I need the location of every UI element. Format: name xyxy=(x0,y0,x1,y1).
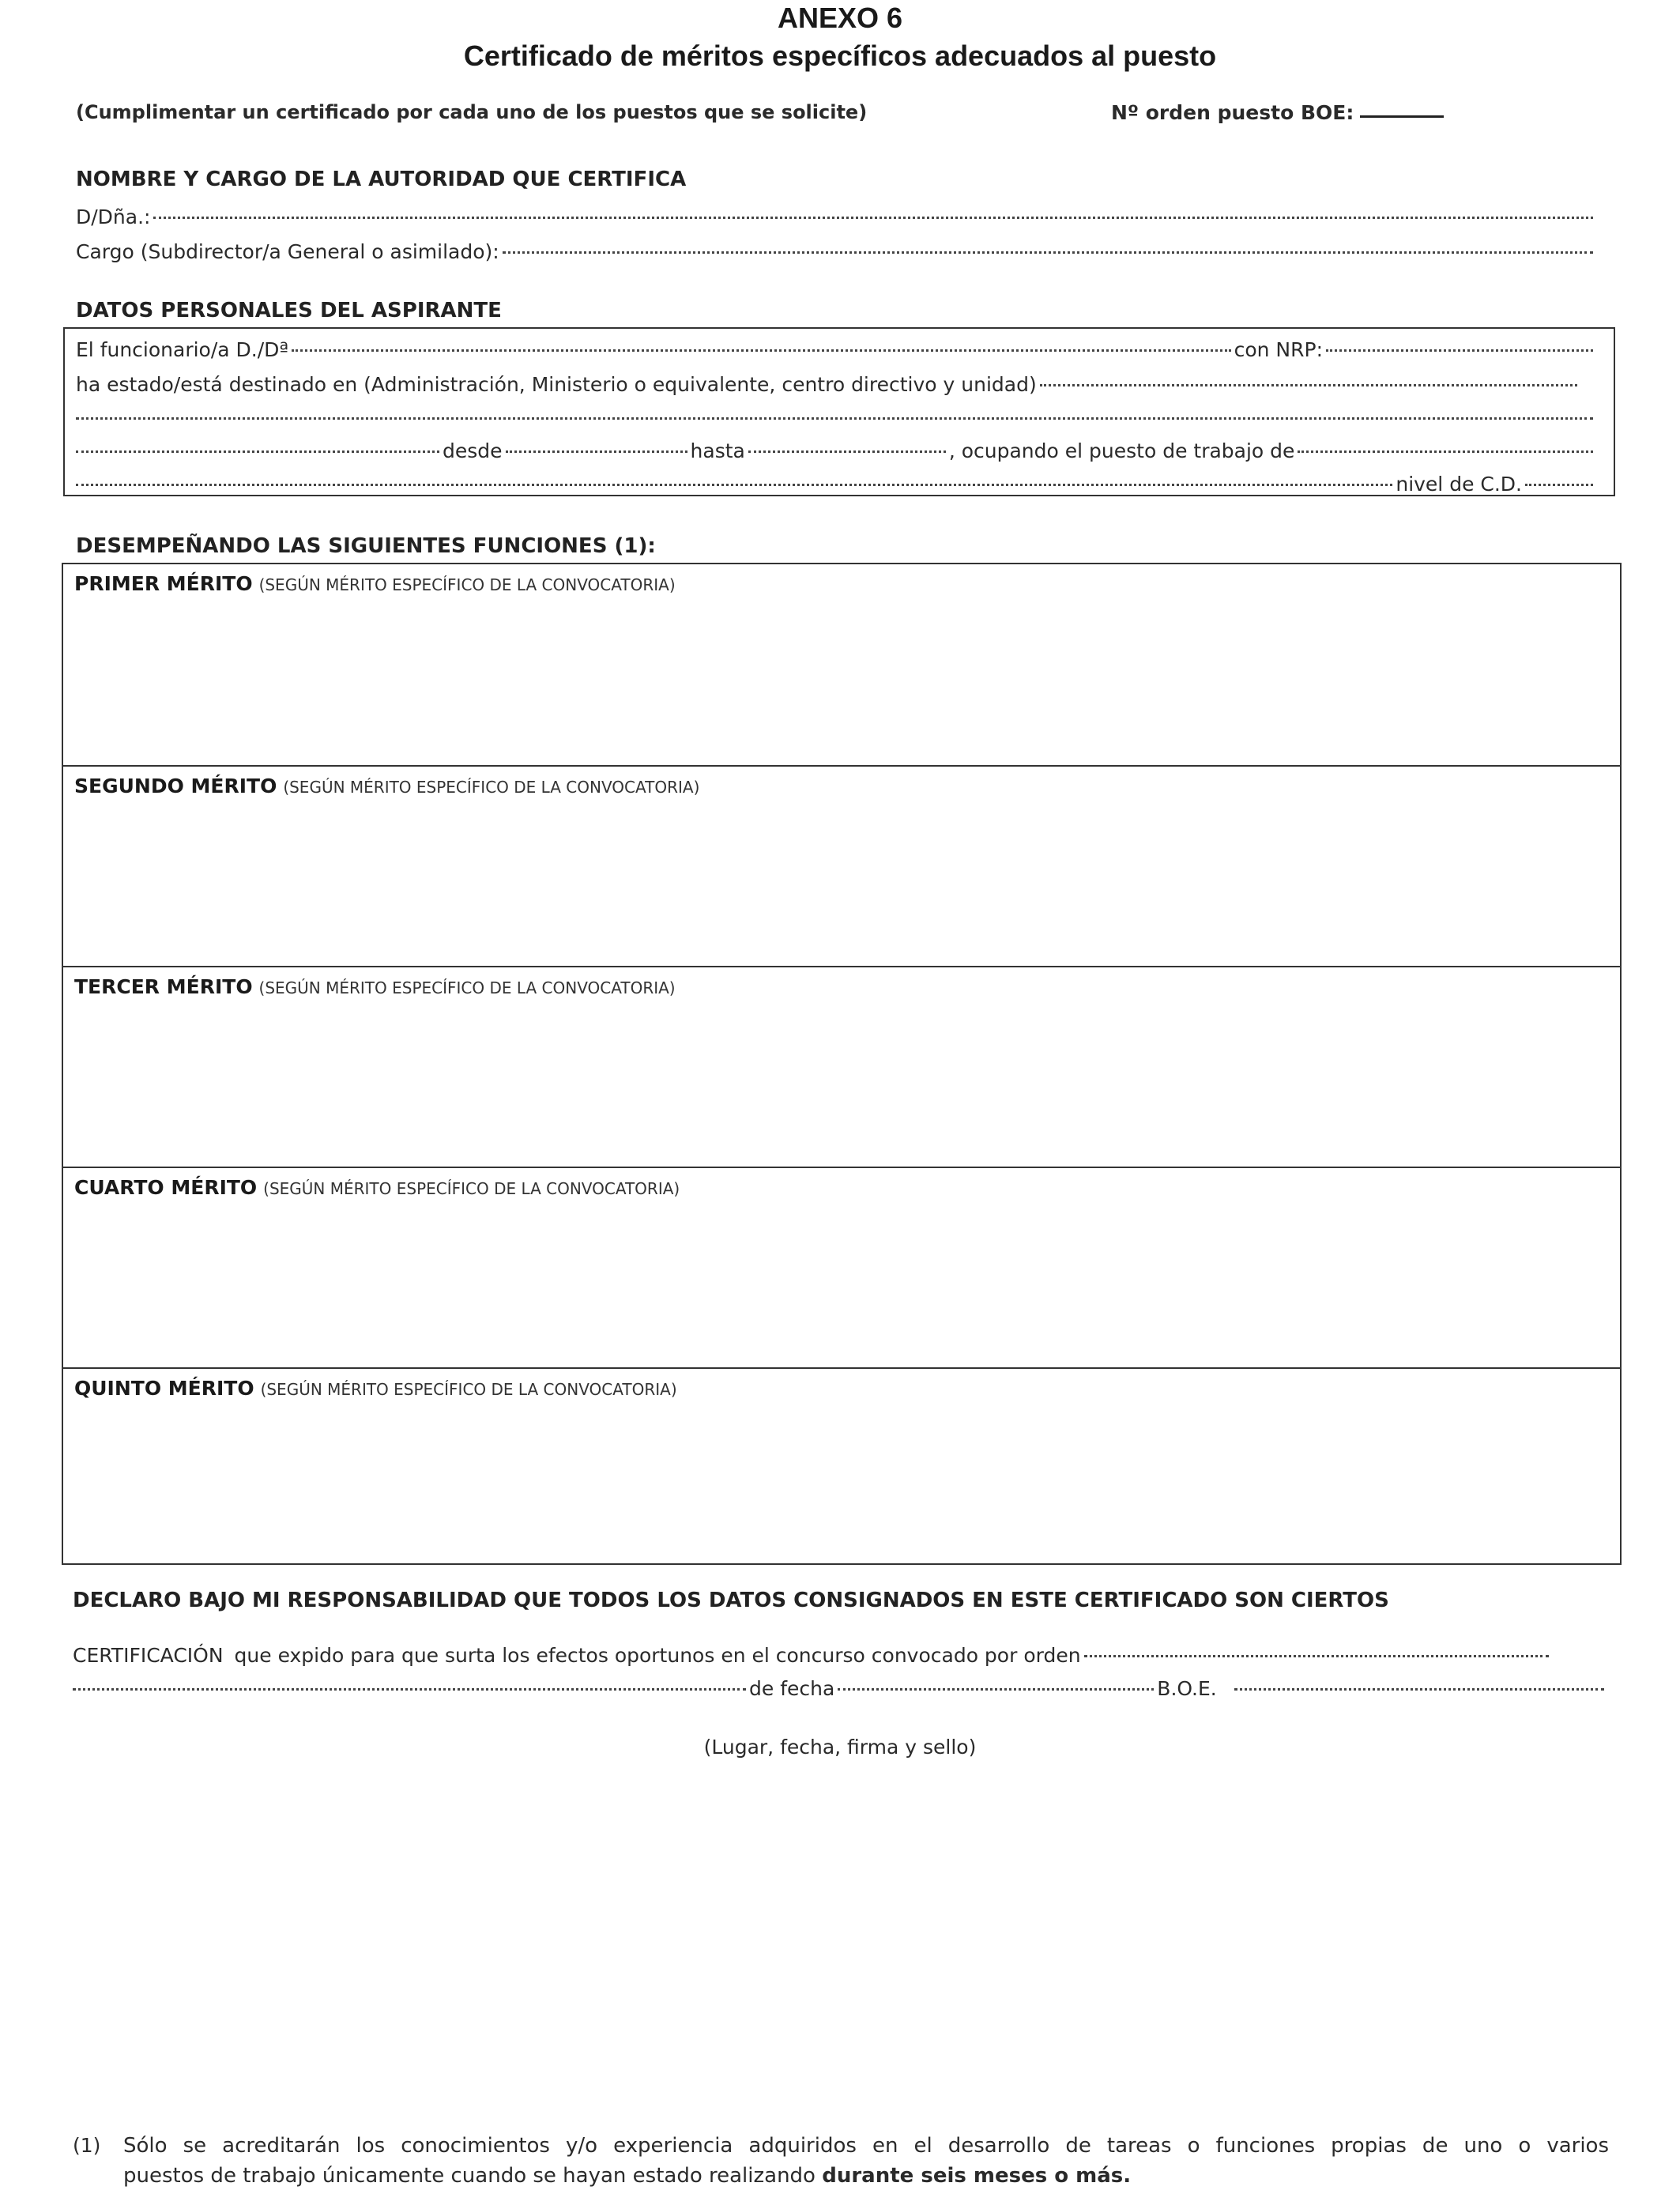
footnote-emphasis: durante seis meses o más. xyxy=(822,2164,1132,2188)
authority-position-label: Cargo (Subdirector/a General o asimilado): xyxy=(76,239,499,263)
to-date-blank[interactable] xyxy=(748,428,946,453)
date-boe-row[interactable] xyxy=(73,1671,1607,1700)
merit-label-5: QUINTO MÉRITO (SEGÚN MÉRITO ESPECÍFICO DE LA CONVOCATORIA) xyxy=(74,1377,677,1400)
merit-cell-1[interactable] xyxy=(63,564,1620,765)
date-blank[interactable] xyxy=(838,1666,1154,1691)
from-date-blank[interactable] xyxy=(506,428,687,453)
authority-name-label: D/Dña.: xyxy=(76,205,151,228)
authority-name-blank[interactable] xyxy=(153,194,1593,219)
footnote-number: (1) xyxy=(73,2134,101,2157)
official-label: El funcionario/a D./Dª xyxy=(76,337,289,361)
merit-label-1: PRIMER MÉRITO (SEGÚN MÉRITO ESPECÍFICO DE LA CONVOCATORIA) xyxy=(74,572,676,595)
to-label: hasta xyxy=(690,439,745,462)
nrp-blank[interactable] xyxy=(1326,327,1593,352)
destination-blank[interactable] xyxy=(1040,362,1577,386)
order-blank[interactable] xyxy=(1084,1633,1549,1657)
boe-order-label: Nº orden puesto BOE: xyxy=(1111,101,1354,124)
instruction-note: (Cumplimentar un certificado por cada uno de los puestos que se solicite) xyxy=(76,101,868,123)
level-label: nivel de C.D. xyxy=(1396,472,1522,496)
level-blank[interactable] xyxy=(1525,462,1593,486)
merits-table xyxy=(62,563,1622,1565)
merit-cell-4[interactable] xyxy=(63,1167,1620,1367)
merit-cell-3[interactable] xyxy=(63,966,1620,1167)
boe-order-field xyxy=(1111,101,1444,124)
boe-blank[interactable] xyxy=(1234,1666,1604,1691)
certification-label: CERTIFICACIÓN xyxy=(73,1643,224,1667)
boe-order-blank[interactable] xyxy=(1360,115,1444,118)
position-blank[interactable] xyxy=(1298,428,1593,453)
nrp-label: con NRP: xyxy=(1234,337,1323,361)
merit-cell-5[interactable] xyxy=(63,1367,1620,1565)
applicant-name-row[interactable] xyxy=(76,332,1596,361)
date-label: de fecha xyxy=(749,1676,835,1700)
official-name-blank[interactable] xyxy=(292,327,1230,352)
applicant-heading: DATOS PERSONALES DEL ASPIRANTE xyxy=(76,299,502,322)
order-blank-continued[interactable] xyxy=(73,1666,746,1691)
footnote-line-1: Sólo se acreditarán los conocimientos y/o experiencia adquiridos en el desarrollo de tareas o funciones propias de uno o varios xyxy=(123,2134,1609,2158)
authority-heading: NOMBRE Y CARGO DE LA AUTORIDAD QUE CERTIFICA xyxy=(76,168,687,191)
destination-row[interactable] xyxy=(76,367,1580,396)
certification-row[interactable] xyxy=(73,1638,1552,1667)
from-label: desde xyxy=(443,439,503,462)
authority-name-row[interactable] xyxy=(76,199,1596,228)
position-label: , ocupando el puesto de trabajo de xyxy=(948,439,1295,462)
footnote-line-2 xyxy=(123,2164,1131,2188)
dates-prefix-blank[interactable] xyxy=(76,428,439,453)
merit-label-3: TERCER MÉRITO (SEGÚN MÉRITO ESPECÍFICO DE LA CONVOCATORIA) xyxy=(74,975,676,998)
declaration-heading: DECLARO BAJO MI RESPONSABILIDAD QUE TODOS LOS DATOS CONSIGNADOS EN ESTE CERTIFICADO SON CIERTOS xyxy=(73,1589,1389,1612)
authority-position-blank[interactable] xyxy=(503,229,1593,254)
position-blank-continued[interactable] xyxy=(76,462,1392,486)
merit-cell-2[interactable] xyxy=(63,765,1620,966)
level-row[interactable] xyxy=(76,466,1596,496)
footnote-line-2-text: puestos de trabajo únicamente cuando se hayan estado realizando xyxy=(123,2164,816,2188)
destination-continued-row[interactable] xyxy=(76,400,1596,424)
boe-label: B.O.E. xyxy=(1157,1676,1217,1700)
destination-label: ha estado/está destinado en (Administración, Ministerio o equivalente, centro directivo y unidad) xyxy=(76,372,1037,396)
functions-heading: DESEMPEÑANDO LAS SIGUIENTES FUNCIONES (1): xyxy=(76,534,656,558)
certification-text: que expido para que surta los efectos oportunos en el concurso convocado por orden xyxy=(234,1643,1081,1667)
authority-position-row[interactable] xyxy=(76,234,1596,263)
signature-note: (Lugar, fecha, firma y sello) xyxy=(703,1736,977,1759)
destination-blank-continued[interactable] xyxy=(76,395,1593,420)
merit-label-2: SEGUNDO MÉRITO (SEGÚN MÉRITO ESPECÍFICO DE LA CONVOCATORIA) xyxy=(74,775,700,797)
document-title: Certificado de méritos específicos adecuados al puesto xyxy=(463,40,1217,72)
merit-label-4: CUARTO MÉRITO (SEGÚN MÉRITO ESPECÍFICO DE LA CONVOCATORIA) xyxy=(74,1176,680,1199)
dates-row[interactable] xyxy=(76,433,1596,462)
annex-number: ANEXO 6 xyxy=(777,2,903,34)
